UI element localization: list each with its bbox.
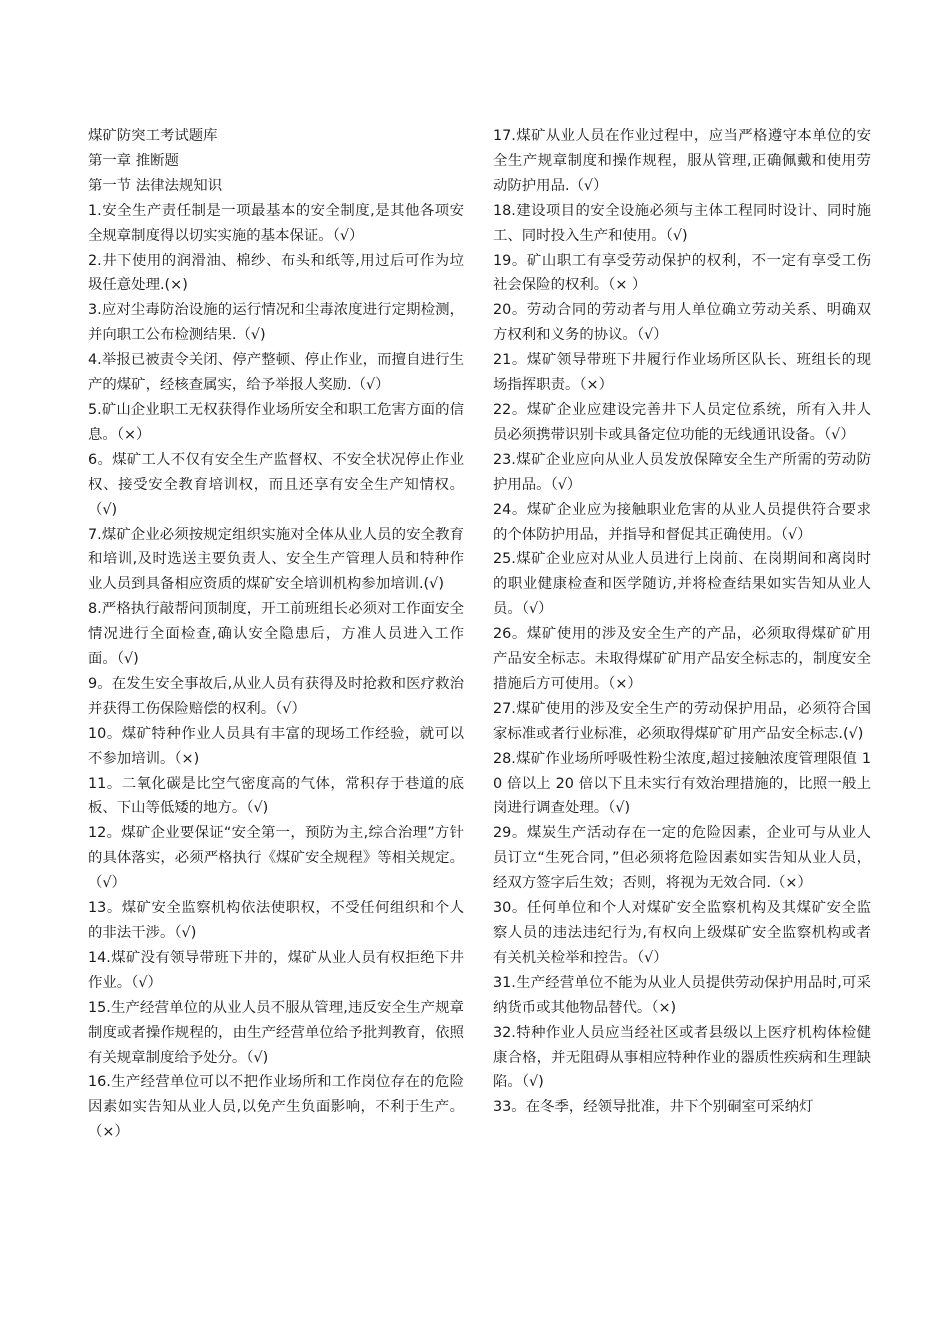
question-item: 12。煤矿企业要保证“安全第一，预防为主,综合治理”方针的具体落实，必须严格执行《煤矿安全规程》等相关规定。（√）	[88, 825, 464, 892]
question-item: 25.煤矿企业应对从业人员进行上岗前、在岗期间和离岗时的职业健康检查和医学随访,并将检查结果如实告知从业人员。（√）	[493, 551, 871, 618]
question-item: 15.生产经营单位的从业人员不服从管理,违反安全生产规章制度或者操作规程的，由生产经营单位给予批判教育，依照有关规章制度给予处分。（√)	[88, 999, 464, 1066]
question-item: 23.煤矿企业应向从业人员发放保障安全生产所需的劳动防护用品。（√）	[493, 451, 871, 493]
question-item: 22。煤矿企业应建设完善井下人员定位系统，所有入井人员必须携带识别卡或具备定位功能的无线通讯设备。（√）	[493, 401, 871, 443]
question-item: 4.举报已被责令关闭、停产整顿、停止作业，而擅自进行生产的煤矿，经核查属实，给予举报人奖励.（√）	[88, 352, 464, 394]
question-item: 28.煤矿作业场所呼吸性粉尘浓度,超过接触浓度管理限值 10 倍以上 20 倍以下且未实行有效治理措施的，比照一般上岗进行调查处理。（√)	[493, 750, 871, 817]
question-item: 14.煤矿没有领导带班下井的，煤矿从业人员有权拒绝下井作业。（√）	[88, 949, 464, 991]
question-item: 20。劳动合同的劳动者与用人单位确立劳动关系、明确双方权利和义务的协议。（√）	[493, 302, 871, 344]
question-item: 13。煤矿安全监察机构依法使职权，不受任何组织和个人的非法干涉。（√)	[88, 900, 464, 941]
question-item: 24。煤矿企业应为接触职业危害的从业人员提供符合要求的个体防护用品，并指导和督促其正确使用。（√）	[493, 501, 871, 543]
question-item: 31.生产经营单位不能为从业人员提供劳动保护用品时,可采纳货币或其他物品替代。（×)	[493, 974, 871, 1016]
question-item: 5.矿山企业职工无权获得作业场所安全和职工危害方面的信息。（×）	[88, 401, 464, 443]
left-column	[88, 124, 464, 1145]
question-item: 19。矿山职工有享受劳动保护的权利，不一定有享受工伤社会保险的权利。（× ）	[493, 252, 871, 294]
document-title: 煤矿防突工考试题库	[88, 128, 218, 144]
question-item: 7.煤矿企业必须按规定组织实施对全体从业人员的安全教育和培训,及时选送主要负责人、安全生产管理人员和特种作业人员到具备相应资质的煤矿安全培训机构参加培训.(√)	[88, 526, 464, 593]
section-heading: 第一节 法律法规知识	[88, 177, 223, 194]
question-item: 18.建设项目的安全设施必须与主体工程同时设计、同时施工、同时投入生产和使用。（√)	[493, 202, 871, 244]
question-item: 26。煤矿使用的涉及安全生产的产品，必须取得煤矿矿用产品安全标志。未取得煤矿矿用产品安全标志的，制度安全措施后方可使用。（×）	[493, 626, 871, 692]
question-item: 27.煤矿使用的涉及安全生产的劳动保护用品，必须符合国家标准或者行业标准，必须取得煤矿矿用产品安全标志.(√)	[493, 700, 871, 742]
question-item: 8.严格执行敲帮问顶制度，开工前班组长必须对工作面安全情况进行全面检查,确认安全隐患后，方准人员进入工作面。（√)	[88, 601, 464, 668]
chapter-heading: 第一章 推断题	[88, 152, 179, 169]
question-item: 3.应对尘毒防治设施的运行情况和尘毒浓度进行定期检测，并向职工公布检测结果.（√)	[88, 302, 464, 344]
question-item: 21。煤矿领导带班下井履行作业场所区队长、班组长的现场指挥职责。（×）	[493, 352, 871, 394]
question-item: 16.生产经营单位可以不把作业场所和工作岗位存在的危险因素如实告知从业人员,以免产生负面影响，不利于生产。（×）	[88, 1074, 464, 1141]
right-column	[493, 124, 871, 1120]
question-item: 32.特种作业人员应当经社区或者县级以上医疗机构体检健康合格，并无阻碍从事相应特种作业的器质性疾病和生理缺陷。（√)	[493, 1024, 871, 1091]
question-item: 2.井下使用的润滑油、棉纱、布头和纸等,用过后可作为垃圾任意处理.(×)	[88, 252, 464, 294]
question-item: 9。在发生安全事故后,从业人员有获得及时抢救和医疗救治并获得工伤保险赔偿的权利。（√）	[88, 675, 464, 717]
question-item: 29。煤炭生产活动存在一定的危险因素，企业可与从业人员订立“生死合同，”但必须将危险因素如实告知从业人员，经双方签字后生效；否则，将视为无效合同.（×）	[493, 825, 871, 892]
question-item: 33。在冬季，经领导批准，井下个别硐室可采纳灯	[493, 1099, 814, 1116]
question-item: 30。任何单位和个人对煤矿安全监察机构及其煤矿安全监察人员的违法违纪行为,有权向上级煤矿安全监察机构或者有关机关检举和控告。（√）	[493, 900, 871, 966]
question-item: 11。二氧化碳是比空气密度高的气体，常积存于巷道的底板、下山等低矮的地方。（√)	[88, 775, 464, 817]
question-item: 17.煤矿从业人员在作业过程中，应当严格遵守本单位的安全生产规章制度和操作规程，服从管理,正确佩戴和使用劳动防护用品.（√）	[493, 128, 871, 194]
question-item: 1.安全生产责任制是一项最基本的安全制度,是其他各项安全规章制度得以切实实施的基本保证。（√）	[88, 202, 464, 244]
question-item: 6。煤矿工人不仅有安全生产监督权、不安全状况停止作业权、接受安全教育培训权，而且还享有安全生产知情权。（√)	[88, 451, 464, 518]
question-item: 10。煤矿特种作业人员具有丰富的现场工作经验，就可以不参加培训。（×)	[88, 725, 464, 767]
